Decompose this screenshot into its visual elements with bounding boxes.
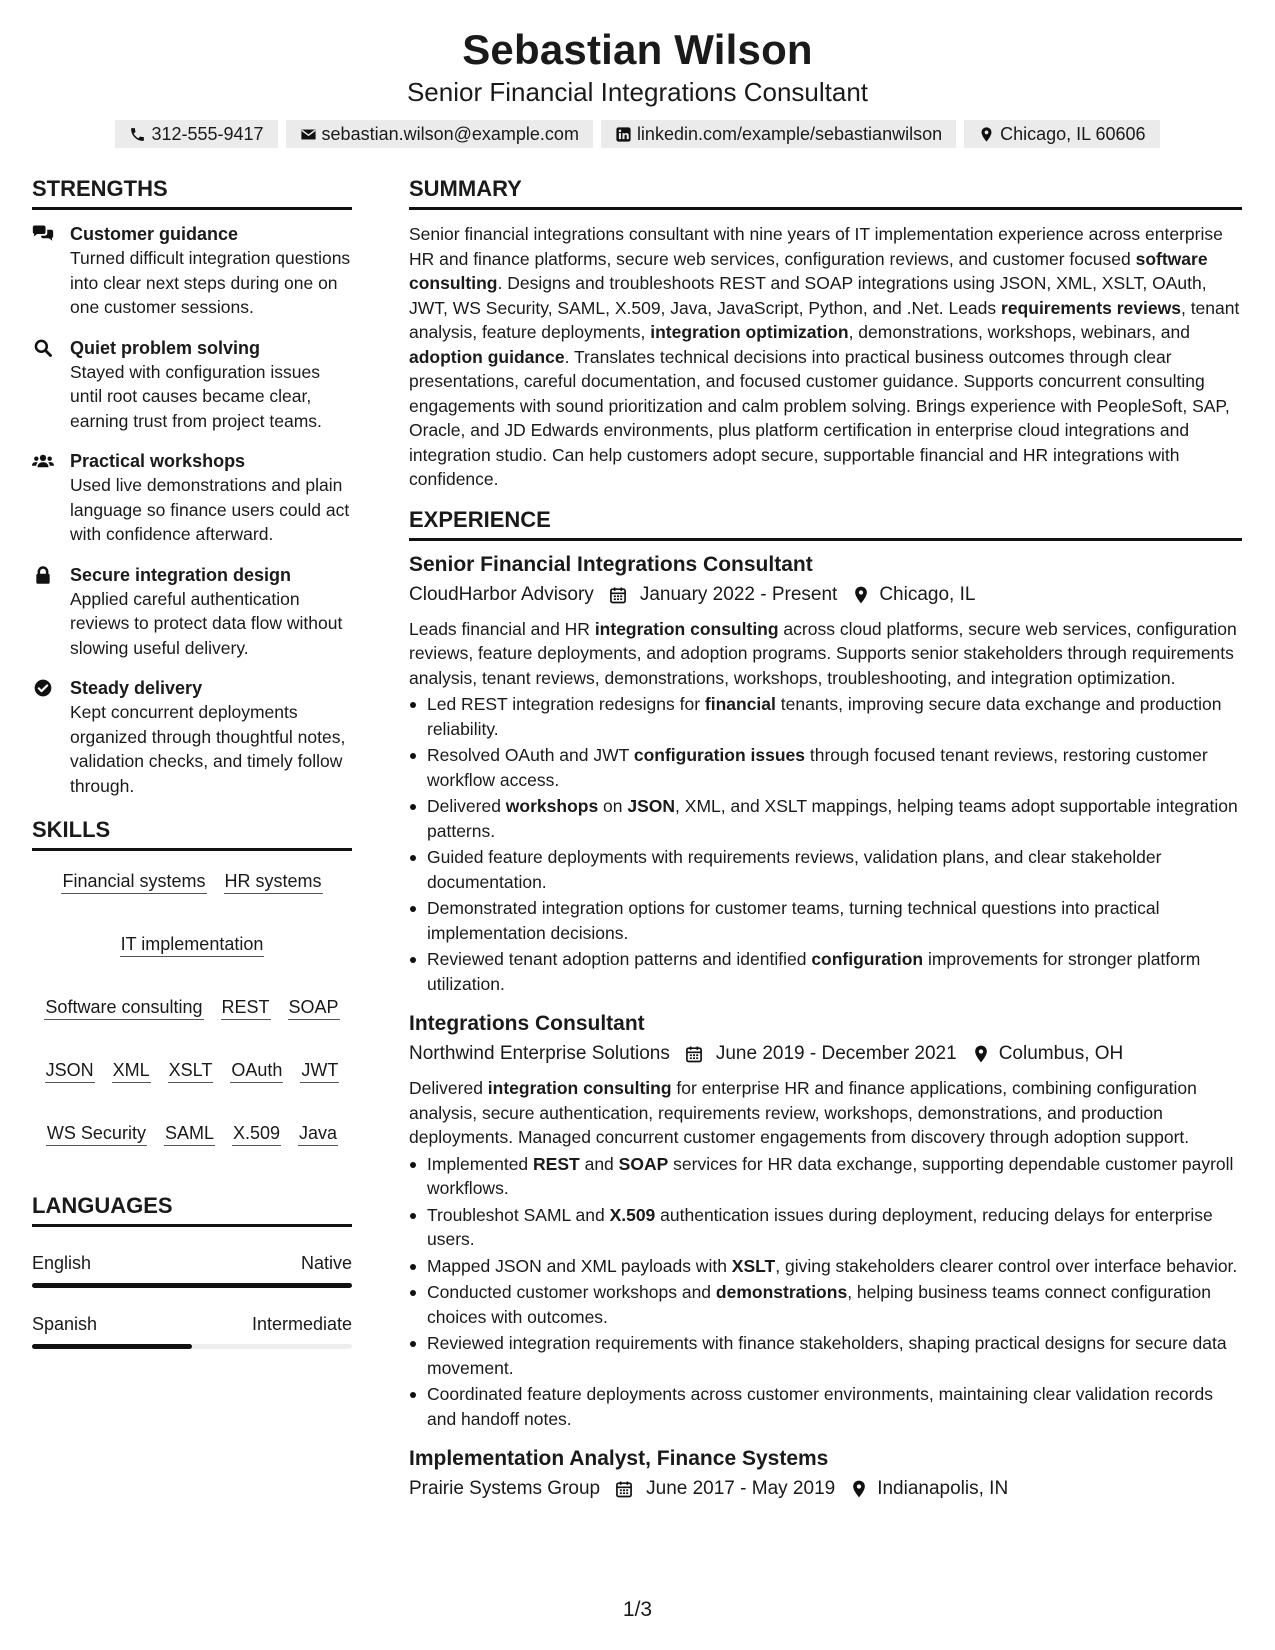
calendar-icon [608,585,628,605]
skill-tag: Java [298,1121,338,1146]
strength-item [32,563,352,661]
job-entry [409,1010,1242,1431]
skill-tag: Software consulting [44,995,203,1020]
location-text: Chicago, IL 60606 [1000,124,1146,144]
strength-title: Quiet problem solving [70,337,261,358]
job-title: Integrations Consultant [409,1012,645,1035]
skill-tag: SOAP [288,995,340,1020]
job-bullets [409,1152,1242,1432]
job-meta [409,1475,1242,1503]
candidate-title: Senior Financial Integrations Consultant [406,77,869,107]
linkedin-icon [615,126,632,143]
job-bullet: Reviewed tenant adoption patterns and identified configuration improvements for stronger platform utilization. [409,947,1242,996]
skill-tag: XSLT [168,1058,214,1083]
contact-email[interactable] [286,120,593,148]
job-bullet: Resolved OAuth and JWT configuration issues through focused tenant reviews, restoring customer workflow access. [409,743,1242,792]
skill-tag: WS Security [46,1121,147,1146]
skill-tag: REST [221,995,271,1020]
summary-text: Senior financial integrations consultant with nine years of IT implementation experience across enterprise HR and finance platforms, secure web services, configuration reviews, and customer focused software consulting. Designs and troubleshoots REST and SOAP integrations using JSON, XML, XSLT, OAuth, JWT, WS Security, SAML, X.509, Java, JavaScript, Python, and .Net. Leads requirements reviews, tenant analysis, feature deployments, integration optimization, demonstrations, workshops, webinars, and adoption guidance. Translates technical decisions into practical business outcomes through clear presentations, careful documentation, and focused customer guidance. Supports concurrent consulting engagements with sound prioritization and calm problem solving. Brings experience with PeopleSoft, SAP, Oracle, and JD Edwards environments, plus platform certification in enterprise cloud integrations and integration studio. Can help customers adopt secure, supportable financial and HR integrations with confidence. [409,224,1240,489]
contact-phone[interactable] [115,120,277,148]
strength-desc: Stayed with configuration issues until root causes became clear, earning trust from project teams. [70,361,322,431]
job-entry [409,551,1242,997]
language-level: Intermediate [251,1314,352,1334]
skill-tag: X.509 [232,1121,281,1146]
strength-desc: Kept concurrent deployments organized through thoughtful notes, validation checks, and timely follow through. [70,702,346,796]
magnifier-icon [32,338,54,358]
job-description: Leads financial and HR integration consulting across cloud platforms, secure web services, configuration reviews, feature deployments, and adoption programs. Supports senior stakeholders through requirements analysis, tenant reviews, demonstrations, workshops, troubleshooting, and integration optimization. [409,618,1237,688]
job-company: Prairie Systems Group [409,1478,601,1499]
envelope-icon [300,126,317,143]
linkedin-text: linkedin.com/example/sebastianwilson [636,124,943,144]
skill-tag: Financial systems [61,869,206,894]
job-meta [409,581,1242,609]
strength-title: Practical workshops [70,451,246,471]
job-bullet: Led REST integration redesigns for financial tenants, improving secure data exchange and production reliability. [409,692,1242,741]
strength-item [32,336,352,434]
job-bullet: Coordinated feature deployments across customer environments, maintaining clear validation records and handoff notes. [409,1382,1242,1431]
strength-title: Secure integration design [70,564,292,585]
language-proficiency-fill [32,1344,192,1349]
skills-list [32,869,352,1146]
strength-title: Customer guidance [70,224,239,244]
language-level: Native [300,1253,352,1273]
skill-tag: HR systems [224,869,323,894]
calendar-icon [684,1044,704,1064]
map-pin-icon [849,1479,869,1499]
left-column [32,175,352,1349]
users-icon [32,451,54,471]
skill-tag: XML [112,1058,151,1083]
job-company: CloudHarbor Advisory [409,583,594,605]
job-bullet: Implemented REST and SOAP services for HR data exchange, supporting dependable customer payroll workflows. [409,1152,1242,1201]
job-location: Columbus, OH [998,1043,1124,1064]
resume-header [0,0,1275,148]
job-company: Northwind Enterprise Solutions [409,1043,670,1064]
job-description: Delivered integration consulting for enterprise HR and finance applications, combining configuration analysis, secure authentication, requirements review, workshops, demonstrations, and production deployments. Managed concurrent customer engagements from discovery through adoption support. [409,1078,1197,1147]
summary-heading: SUMMARY [409,175,1242,210]
strength-item [32,449,352,547]
map-pin-icon [851,585,871,605]
job-location: Indianapolis, IN [877,1478,1009,1499]
skills-heading: SKILLS [32,816,352,851]
job-bullets [409,692,1242,996]
phone-icon [129,126,146,143]
email-text: sebastian.wilson@example.com [321,124,579,144]
job-bullet: Guided feature deployments with requirements reviews, validation plans, and clear stakeholder documentation. [409,845,1242,894]
job-bullet: Troubleshot SAML and X.509 authentication issues during deployment, reducing delays for enterprise users. [409,1203,1242,1252]
job-entry [409,1445,1242,1503]
strength-desc: Applied careful authentication reviews to protect data flow without slowing useful delivery. [70,588,343,658]
languages-heading: LANGUAGES [32,1192,352,1227]
skill-tag: IT implementation [120,932,265,957]
lock-icon [32,565,54,585]
chat-bubbles-icon [32,224,54,244]
check-circle-icon [32,678,54,698]
job-location: Chicago, IL [879,583,976,605]
skill-tag: JWT [300,1058,339,1083]
strength-desc: Turned difficult integration questions into clear next steps during one on one customer sessions. [70,248,351,317]
strength-item [32,676,352,798]
skill-tag: JSON [45,1058,95,1083]
map-pin-icon [971,1044,991,1064]
language-item [32,1312,352,1349]
candidate-name: Sebastian Wilson [462,26,813,73]
experience-heading: EXPERIENCE [409,506,1242,541]
job-dates: June 2017 - May 2019 [646,1478,836,1499]
job-bullet: Delivered workshops on JSON, XML, and XSLT mappings, helping teams adopt supportable integration patterns. [409,794,1242,843]
job-bullet: Demonstrated integration options for customer teams, turning technical questions into practical implementation decisions. [409,896,1242,945]
language-item [32,1251,352,1288]
job-bullet: Mapped JSON and XML payloads with XSLT, giving stakeholders clearer control over interface behavior. [409,1254,1242,1279]
skill-tag: OAuth [230,1058,283,1083]
experience-list [409,551,1242,1504]
language-name: Spanish [32,1314,98,1334]
job-dates: June 2019 - December 2021 [715,1043,957,1064]
skill-tag: SAML [164,1121,215,1146]
job-title: Implementation Analyst, Finance Systems [409,1447,829,1470]
calendar-icon [614,1479,634,1499]
contact-bar [0,120,1275,148]
strength-item [32,222,352,320]
job-title: Senior Financial Integrations Consultant [409,552,813,576]
strengths-heading: STRENGTHS [32,175,352,210]
job-bullet: Reviewed integration requirements with finance stakeholders, shaping practical designs for secure data movement. [409,1331,1242,1380]
page-number: 1/3 [622,1598,653,1621]
job-meta [409,1040,1242,1068]
phone-text: 312-555-9417 [151,124,264,144]
language-name: English [32,1253,92,1273]
job-bullet: Conducted customer workshops and demonstrations, helping business teams connect configuration choices with outcomes. [409,1280,1242,1329]
map-pin-icon [978,126,995,143]
strengths-list [32,222,352,798]
language-proficiency-fill [32,1283,352,1288]
contact-linkedin[interactable] [601,120,956,148]
right-column [409,175,1242,1503]
language-proficiency-bar [32,1283,352,1288]
job-dates: January 2022 - Present [639,583,838,605]
contact-location [964,120,1159,148]
strength-desc: Used live demonstrations and plain language so finance users could act with confidence afterward. [70,475,350,544]
language-proficiency-bar [32,1344,352,1349]
strength-title: Steady delivery [70,678,203,698]
